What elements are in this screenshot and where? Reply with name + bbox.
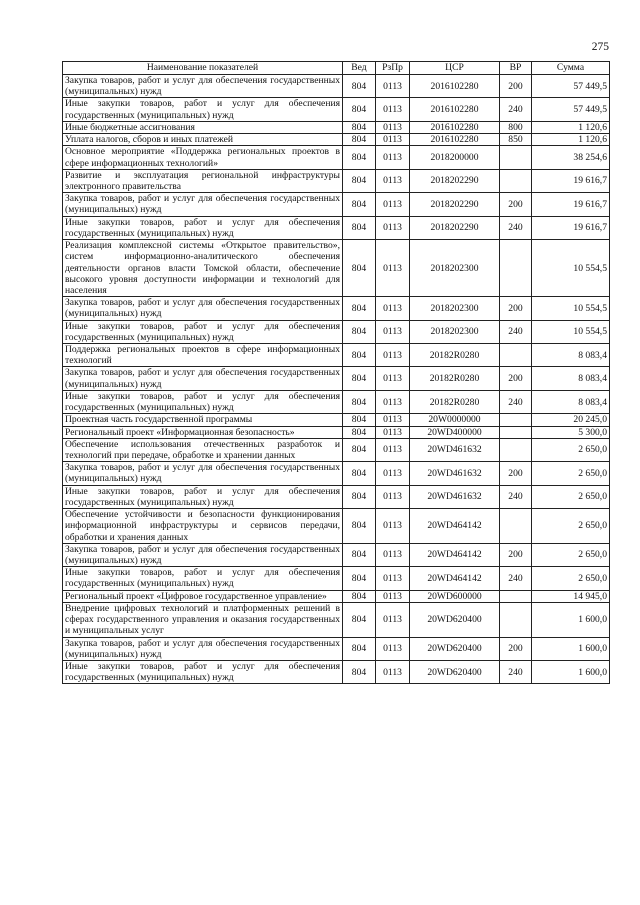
cell-vr: 240 <box>500 320 532 343</box>
cell-rzpr: 0113 <box>376 390 410 413</box>
table-row <box>63 637 610 660</box>
cell-ved: 804 <box>343 169 376 192</box>
cell-ved: 804 <box>343 414 376 426</box>
table-row <box>63 297 610 320</box>
cell-vr: 240 <box>500 567 532 590</box>
table-row <box>63 509 610 544</box>
cell-ved: 804 <box>343 320 376 343</box>
cell-csr: 2018202300 <box>410 297 500 320</box>
cell-ved: 804 <box>343 193 376 216</box>
cell-ved: 804 <box>343 240 376 297</box>
cell-csr: 2018202290 <box>410 216 500 239</box>
cell-sum: 57 449,5 <box>532 75 610 98</box>
cell-name: Иные бюджетные ассигнования <box>63 121 343 133</box>
cell-vr: 200 <box>500 297 532 320</box>
cell-ved: 804 <box>343 660 376 683</box>
cell-sum: 1 600,0 <box>532 602 610 637</box>
cell-rzpr: 0113 <box>376 367 410 390</box>
cell-csr: 2016102280 <box>410 75 500 98</box>
table-row <box>63 367 610 390</box>
cell-sum: 2 650,0 <box>532 462 610 485</box>
cell-rzpr: 0113 <box>376 134 410 146</box>
cell-rzpr: 0113 <box>376 660 410 683</box>
cell-sum: 14 945,0 <box>532 590 610 602</box>
cell-name: Обеспечение устойчивости и безопасности функционирования информационной инфраструктуры и сервисов передачи, обработки и хранения данных <box>63 509 343 544</box>
cell-vr: 200 <box>500 367 532 390</box>
cell-name: Внедрение цифровых технологий и платформенных решений в сферах государственного управления и оказания государственных и муниципальных услуг <box>63 602 343 637</box>
cell-name: Иные закупки товаров, работ и услуг для обеспечения государственных (муниципальных) нужд <box>63 216 343 239</box>
cell-csr: 20WD461632 <box>410 438 500 461</box>
cell-ved: 804 <box>343 426 376 438</box>
cell-csr: 2018202290 <box>410 193 500 216</box>
table-row <box>63 320 610 343</box>
cell-rzpr: 0113 <box>376 543 410 566</box>
cell-vr <box>500 438 532 461</box>
table-row <box>63 602 610 637</box>
cell-name: Проектная часть государственной программы <box>63 414 343 426</box>
budget-table <box>62 61 610 684</box>
cell-sum: 2 650,0 <box>532 543 610 566</box>
cell-csr: 2018200000 <box>410 146 500 169</box>
cell-ved: 804 <box>343 637 376 660</box>
cell-rzpr: 0113 <box>376 414 410 426</box>
cell-csr: 20WD600000 <box>410 590 500 602</box>
cell-ved: 804 <box>343 509 376 544</box>
cell-name: Уплата налогов, сборов и иных платежей <box>63 134 343 146</box>
cell-csr: 20182R0280 <box>410 390 500 413</box>
cell-vr: 240 <box>500 390 532 413</box>
cell-csr: 20WD461632 <box>410 485 500 508</box>
cell-vr <box>500 414 532 426</box>
cell-vr <box>500 240 532 297</box>
cell-name: Иные закупки товаров, работ и услуг для обеспечения государственных (муниципальных) нужд <box>63 567 343 590</box>
cell-csr: 2018202300 <box>410 320 500 343</box>
cell-sum: 20 245,0 <box>532 414 610 426</box>
table-row <box>63 485 610 508</box>
cell-vr: 200 <box>500 462 532 485</box>
header-csr: ЦСР <box>410 62 500 75</box>
cell-ved: 804 <box>343 462 376 485</box>
cell-rzpr: 0113 <box>376 509 410 544</box>
table-body <box>63 75 610 684</box>
cell-vr <box>500 344 532 367</box>
cell-csr: 20WD464142 <box>410 509 500 544</box>
cell-csr: 20WD620400 <box>410 637 500 660</box>
cell-csr: 20182R0280 <box>410 367 500 390</box>
cell-name: Закупка товаров, работ и услуг для обеспечения государственных (муниципальных) нужд <box>63 367 343 390</box>
cell-rzpr: 0113 <box>376 602 410 637</box>
cell-name: Иные закупки товаров, работ и услуг для обеспечения государственных (муниципальных) нужд <box>63 320 343 343</box>
cell-sum: 10 554,5 <box>532 240 610 297</box>
cell-csr: 20WD464142 <box>410 543 500 566</box>
cell-sum: 2 650,0 <box>532 485 610 508</box>
cell-name: Региональный проект «Информационная безопасность» <box>63 426 343 438</box>
cell-csr: 20W0000000 <box>410 414 500 426</box>
cell-sum: 2 650,0 <box>532 509 610 544</box>
cell-csr: 2016102280 <box>410 98 500 121</box>
table-row <box>63 543 610 566</box>
header-vr: ВР <box>500 62 532 75</box>
header-rzpr: РзПр <box>376 62 410 75</box>
cell-name: Закупка товаров, работ и услуг для обеспечения государственных (муниципальных) нужд <box>63 462 343 485</box>
cell-sum: 1 600,0 <box>532 660 610 683</box>
cell-name: Закупка товаров, работ и услуг для обеспечения государственных (муниципальных) нужд <box>63 193 343 216</box>
cell-sum: 19 616,7 <box>532 193 610 216</box>
cell-ved: 804 <box>343 438 376 461</box>
cell-sum: 2 650,0 <box>532 438 610 461</box>
cell-sum: 10 554,5 <box>532 297 610 320</box>
cell-vr: 240 <box>500 216 532 239</box>
cell-name: Обеспечение использования отечественных разработок и технологий при передаче, обработке и хранении данных <box>63 438 343 461</box>
cell-vr: 200 <box>500 543 532 566</box>
table-row <box>63 193 610 216</box>
cell-ved: 804 <box>343 590 376 602</box>
cell-vr <box>500 602 532 637</box>
table-row <box>63 98 610 121</box>
cell-csr: 2016102280 <box>410 121 500 133</box>
cell-ved: 804 <box>343 602 376 637</box>
cell-name: Закупка товаров, работ и услуг для обеспечения государственных (муниципальных) нужд <box>63 75 343 98</box>
cell-name: Региональный проект «Цифровое государственное управление» <box>63 590 343 602</box>
cell-name: Закупка товаров, работ и услуг для обеспечения государственных (муниципальных) нужд <box>63 297 343 320</box>
table-row <box>63 438 610 461</box>
table-row <box>63 169 610 192</box>
cell-ved: 804 <box>343 297 376 320</box>
cell-rzpr: 0113 <box>376 193 410 216</box>
cell-vr: 200 <box>500 75 532 98</box>
cell-vr: 800 <box>500 121 532 133</box>
cell-rzpr: 0113 <box>376 216 410 239</box>
cell-rzpr: 0113 <box>376 98 410 121</box>
cell-name: Иные закупки товаров, работ и услуг для обеспечения государственных (муниципальных) нужд <box>63 485 343 508</box>
table-row <box>63 426 610 438</box>
table-row <box>63 121 610 133</box>
table-row <box>63 462 610 485</box>
cell-rzpr: 0113 <box>376 169 410 192</box>
table-row <box>63 134 610 146</box>
cell-ved: 804 <box>343 134 376 146</box>
cell-ved: 804 <box>343 98 376 121</box>
table-header-row <box>63 62 610 75</box>
cell-rzpr: 0113 <box>376 75 410 98</box>
cell-vr <box>500 509 532 544</box>
cell-vr: 240 <box>500 485 532 508</box>
cell-name: Поддержка региональных проектов в сфере информационных технологий <box>63 344 343 367</box>
table-row <box>63 344 610 367</box>
cell-sum: 8 083,4 <box>532 390 610 413</box>
table-row <box>63 660 610 683</box>
cell-vr <box>500 169 532 192</box>
cell-vr: 200 <box>500 193 532 216</box>
cell-ved: 804 <box>343 567 376 590</box>
cell-name: Иные закупки товаров, работ и услуг для обеспечения государственных (муниципальных) нужд <box>63 98 343 121</box>
cell-name: Закупка товаров, работ и услуг для обеспечения государственных (муниципальных) нужд <box>63 543 343 566</box>
cell-rzpr: 0113 <box>376 320 410 343</box>
cell-sum: 1 600,0 <box>532 637 610 660</box>
cell-vr: 200 <box>500 637 532 660</box>
header-name: Наименование показателей <box>63 62 343 75</box>
cell-ved: 804 <box>343 146 376 169</box>
cell-ved: 804 <box>343 543 376 566</box>
cell-csr: 20WD620400 <box>410 602 500 637</box>
cell-sum: 8 083,4 <box>532 344 610 367</box>
cell-sum: 10 554,5 <box>532 320 610 343</box>
cell-rzpr: 0113 <box>376 438 410 461</box>
cell-name: Закупка товаров, работ и услуг для обеспечения государственных (муниципальных) нужд <box>63 637 343 660</box>
cell-rzpr: 0113 <box>376 567 410 590</box>
cell-name: Развитие и эксплуатация региональной инфраструктуры электронного правительства <box>63 169 343 192</box>
cell-rzpr: 0113 <box>376 240 410 297</box>
cell-rzpr: 0113 <box>376 344 410 367</box>
table-row <box>63 146 610 169</box>
table-row <box>63 75 610 98</box>
cell-rzpr: 0113 <box>376 637 410 660</box>
cell-ved: 804 <box>343 485 376 508</box>
cell-sum: 8 083,4 <box>532 367 610 390</box>
cell-ved: 804 <box>343 390 376 413</box>
cell-vr <box>500 590 532 602</box>
cell-ved: 804 <box>343 216 376 239</box>
cell-vr: 850 <box>500 134 532 146</box>
table-row <box>63 390 610 413</box>
cell-name: Иные закупки товаров, работ и услуг для обеспечения государственных (муниципальных) нужд <box>63 660 343 683</box>
cell-ved: 804 <box>343 75 376 98</box>
cell-ved: 804 <box>343 344 376 367</box>
cell-csr: 20182R0280 <box>410 344 500 367</box>
header-ved: Вед <box>343 62 376 75</box>
cell-rzpr: 0113 <box>376 462 410 485</box>
table-row <box>63 240 610 297</box>
cell-csr: 20WD464142 <box>410 567 500 590</box>
cell-csr: 20WD620400 <box>410 660 500 683</box>
cell-rzpr: 0113 <box>376 590 410 602</box>
cell-vr: 240 <box>500 98 532 121</box>
cell-csr: 2016102280 <box>410 134 500 146</box>
cell-csr: 20WD461632 <box>410 462 500 485</box>
cell-rzpr: 0113 <box>376 146 410 169</box>
cell-csr: 2018202300 <box>410 240 500 297</box>
cell-rzpr: 0113 <box>376 297 410 320</box>
cell-sum: 57 449,5 <box>532 98 610 121</box>
cell-sum: 2 650,0 <box>532 567 610 590</box>
cell-name: Основное мероприятие «Поддержка региональных проектов в сфере информационных технологий» <box>63 146 343 169</box>
cell-rzpr: 0113 <box>376 426 410 438</box>
cell-vr <box>500 146 532 169</box>
cell-csr: 20WD400000 <box>410 426 500 438</box>
cell-vr: 240 <box>500 660 532 683</box>
cell-rzpr: 0113 <box>376 121 410 133</box>
table-row <box>63 590 610 602</box>
page-number: 275 <box>591 41 609 53</box>
cell-csr: 2018202290 <box>410 169 500 192</box>
cell-sum: 19 616,7 <box>532 216 610 239</box>
table-row <box>63 567 610 590</box>
cell-ved: 804 <box>343 121 376 133</box>
cell-ved: 804 <box>343 367 376 390</box>
table-row <box>63 414 610 426</box>
cell-vr <box>500 426 532 438</box>
cell-name: Иные закупки товаров, работ и услуг для обеспечения государственных (муниципальных) нужд <box>63 390 343 413</box>
cell-sum: 1 120,6 <box>532 121 610 133</box>
cell-sum: 38 254,6 <box>532 146 610 169</box>
cell-sum: 19 616,7 <box>532 169 610 192</box>
cell-sum: 1 120,6 <box>532 134 610 146</box>
cell-rzpr: 0113 <box>376 485 410 508</box>
header-sum: Сумма <box>532 62 610 75</box>
cell-sum: 5 300,0 <box>532 426 610 438</box>
cell-name: Реализация комплексной системы «Открытое правительство», систем информационно-аналитического обеспечения деятельности органов власти Томской области, обеспечение высокого уровня доступности информации и технологий для населения <box>63 240 343 297</box>
table-row <box>63 216 610 239</box>
